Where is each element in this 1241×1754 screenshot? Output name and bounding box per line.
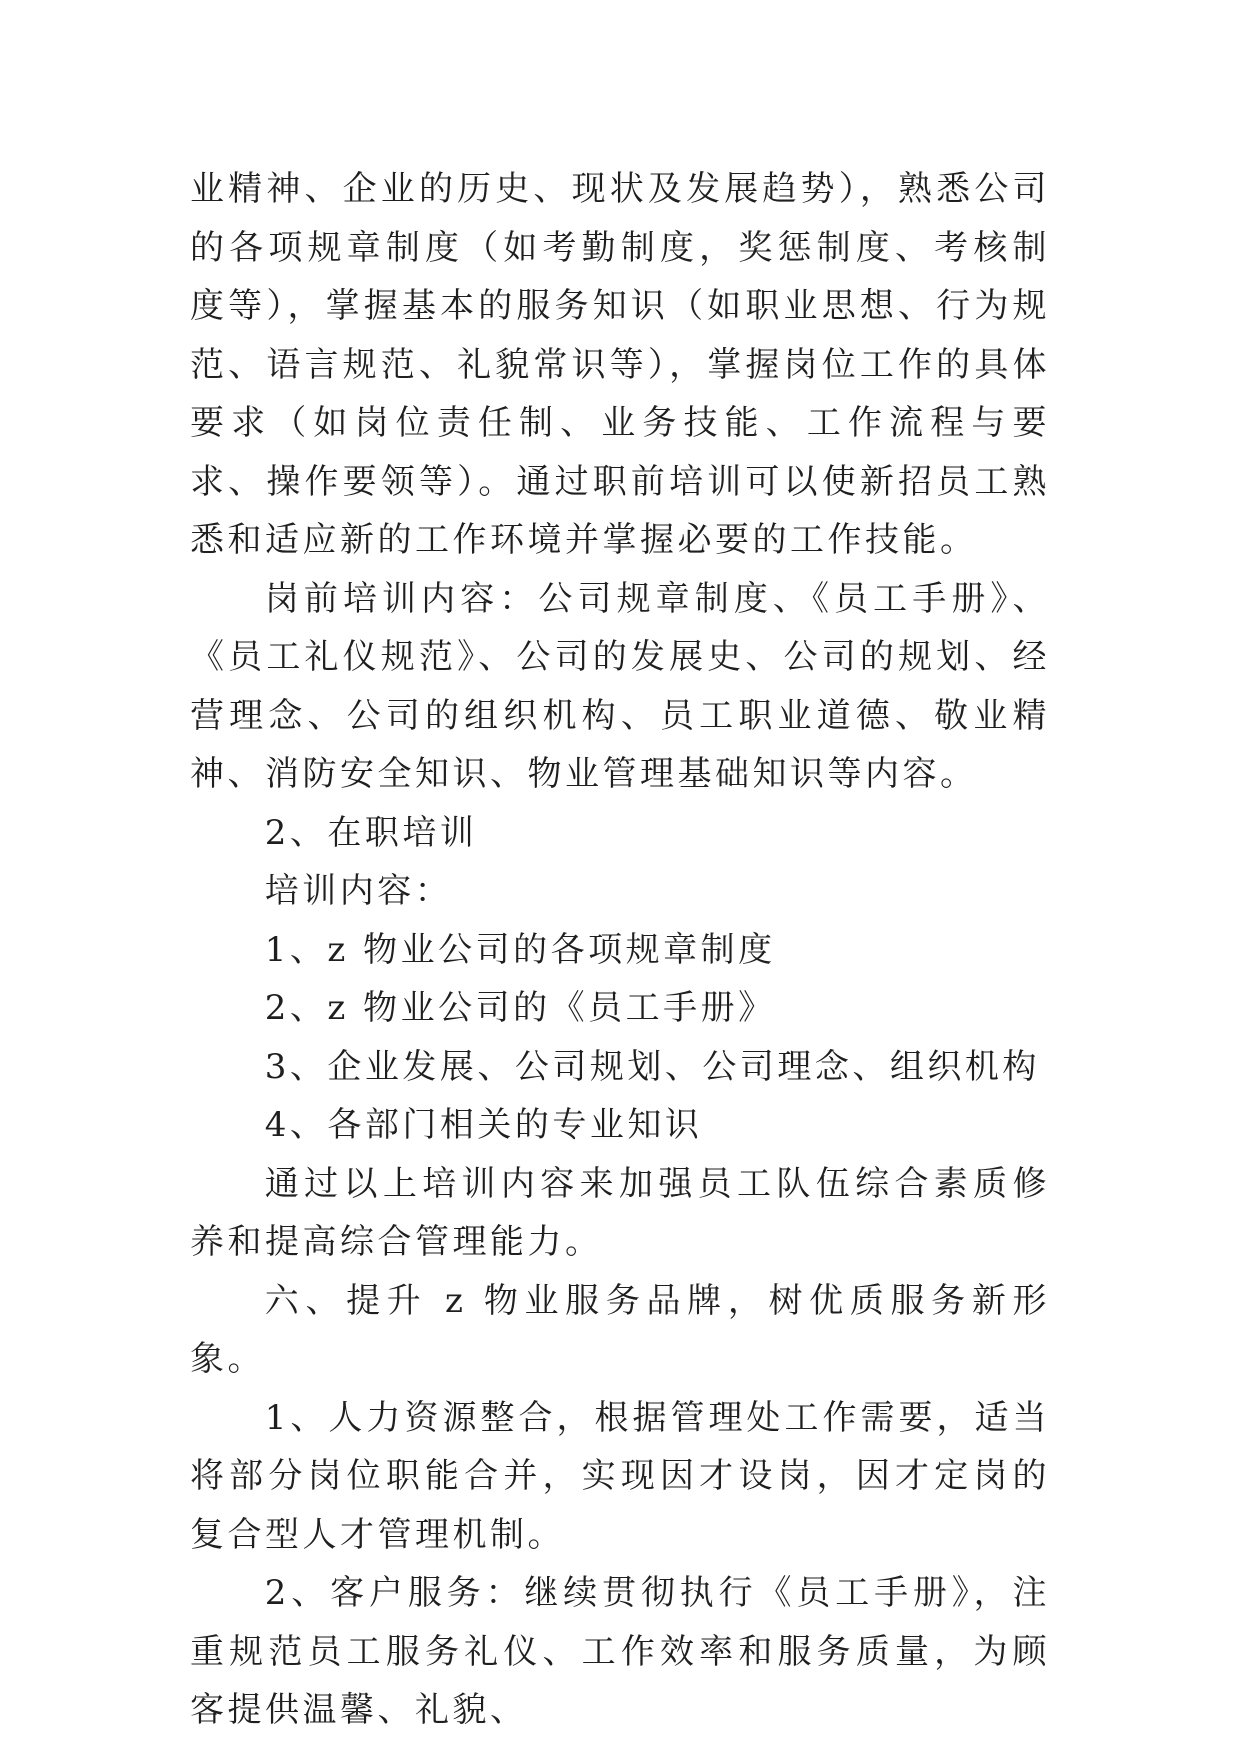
paragraph-training-overview: 业精神、企业的历史、现状及发展趋势），熟悉公司的各项规章制度（如考勤制度，奖惩制度、考核制度等），掌握基本的服务知识（如职业思想、行为规范、语言规范、礼貌常识等），掌握岗位工作的具体要求（如岗位责任制、业务技能、工作流程与要求、操作要领等）。通过职前培训可以使新招员工熟悉和适应新的工作环境并掌握必要的工作技能。 [190,169,1050,560]
list-item-professional-knowledge: 4、各部门相关的专业知识 [264,1105,703,1145]
list-item-development: 3、企业发展、公司规划、公司理念、组织机构 [264,1046,1040,1087]
list-item-handbook: 2、z 物业公司的《员工手册》 [264,988,776,1028]
paragraph-customer-service: 2、客户服务：继续贯彻执行《员工手册》，注重规范员工服务礼仪、工作效率和服务质量，为顾客提供温馨、礼貌、 [190,1573,1050,1730]
paragraph-pre-job-training-content: 岗前培训内容：公司规章制度、《员工手册》、《员工礼仪规范》、公司的发展史、公司的规划、经营理念、公司的组织机构、员工职业道德、敬业精神、消防安全知识、物业管理基础知识等内容。 [190,578,1050,794]
paragraph-hr-integration: 1、人力资源整合，根据管理处工作需要，适当将部分岗位职能合并，实现因才设岗，因才定岗的复合型人才管理机制。 [190,1397,1050,1555]
label-training-content: 培训内容： [264,871,453,911]
heading-section-six: 六、提升 z 物业服务品牌，树优质服务新形象。 [190,1280,1050,1379]
document-body [190,160,1050,1740]
heading-on-job-training: 2、在职培训 [264,812,478,853]
paragraph-training-goal: 通过以上培训内容来加强员工队伍综合素质修养和提高综合管理能力。 [190,1163,1050,1262]
list-item-rules: 1、z 物业公司的各项规章制度 [264,929,776,970]
